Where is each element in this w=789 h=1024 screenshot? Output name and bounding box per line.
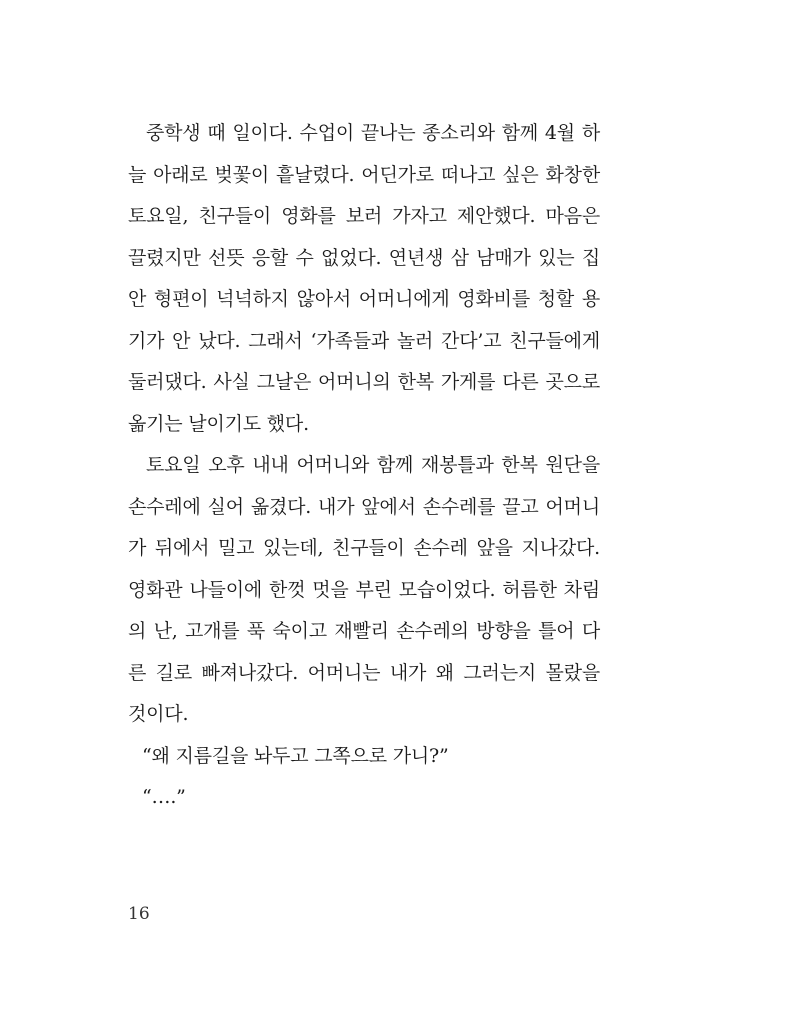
paragraph-1-line-8: 옮기는 날이기도 했다. [128,412,309,435]
paragraph-2-line-2: 손수레에 실어 옮겼다. 내가 앞에서 손수레를 끌고 어머니 [128,495,600,518]
dialogue-line-2: “….” [142,786,186,808]
paragraph-1-line-1: 중학생 때 일이다. 수업이 끝나는 종소리와 함께 4월 하 [146,122,600,144]
paragraph-2-line-5: 의 난, 고개를 푹 숙이고 재빨리 손수레의 방향을 틀어 다 [128,620,600,642]
dialogue-line-1: “왜 지름길을 놔두고 그쪽으로 가니?” [142,744,449,767]
paragraph-2-line-6: 른 길로 빠져나갔다. 어머니는 내가 왜 그러는지 몰랐을 [128,661,600,684]
paragraph-1-line-6: 기가 안 났다. 그래서 ‘가족들과 놀러 간다’고 친구들에게 [128,329,600,352]
paragraph-2-line-1: 토요일 오후 내내 어머니와 함께 재봉틀과 한복 원단을 [146,454,600,476]
paragraph-1-line-2: 늘 아래로 벚꽃이 흩날렸다. 어딘가로 떠나고 싶은 화창한 [128,163,600,186]
paragraph-2-line-3: 가 뒤에서 밀고 있는데, 친구들이 손수레 앞을 지나갔다. [128,537,600,559]
paragraph-1-line-5: 안 형편이 넉넉하지 않아서 어머니에게 영화비를 청할 용 [128,288,600,310]
paragraph-2-line-4: 영화관 나들이에 한껏 멋을 부린 모습이었다. 허름한 차림 [128,578,600,601]
paragraph-2-line-7: 것이다. [128,703,189,725]
body-text [128,113,600,819]
page-number: 16 [128,904,150,924]
paragraph-1-line-4: 끌렸지만 선뜻 응할 수 없었다. 연년생 삼 남매가 있는 집 [128,246,600,269]
paragraph-1-line-3: 토요일, 친구들이 영화를 보러 가자고 제안했다. 마음은 [128,205,600,227]
paragraph-1-line-7: 둘러댔다. 사실 그날은 어머니의 한복 가게를 다른 곳으로 [128,371,600,393]
